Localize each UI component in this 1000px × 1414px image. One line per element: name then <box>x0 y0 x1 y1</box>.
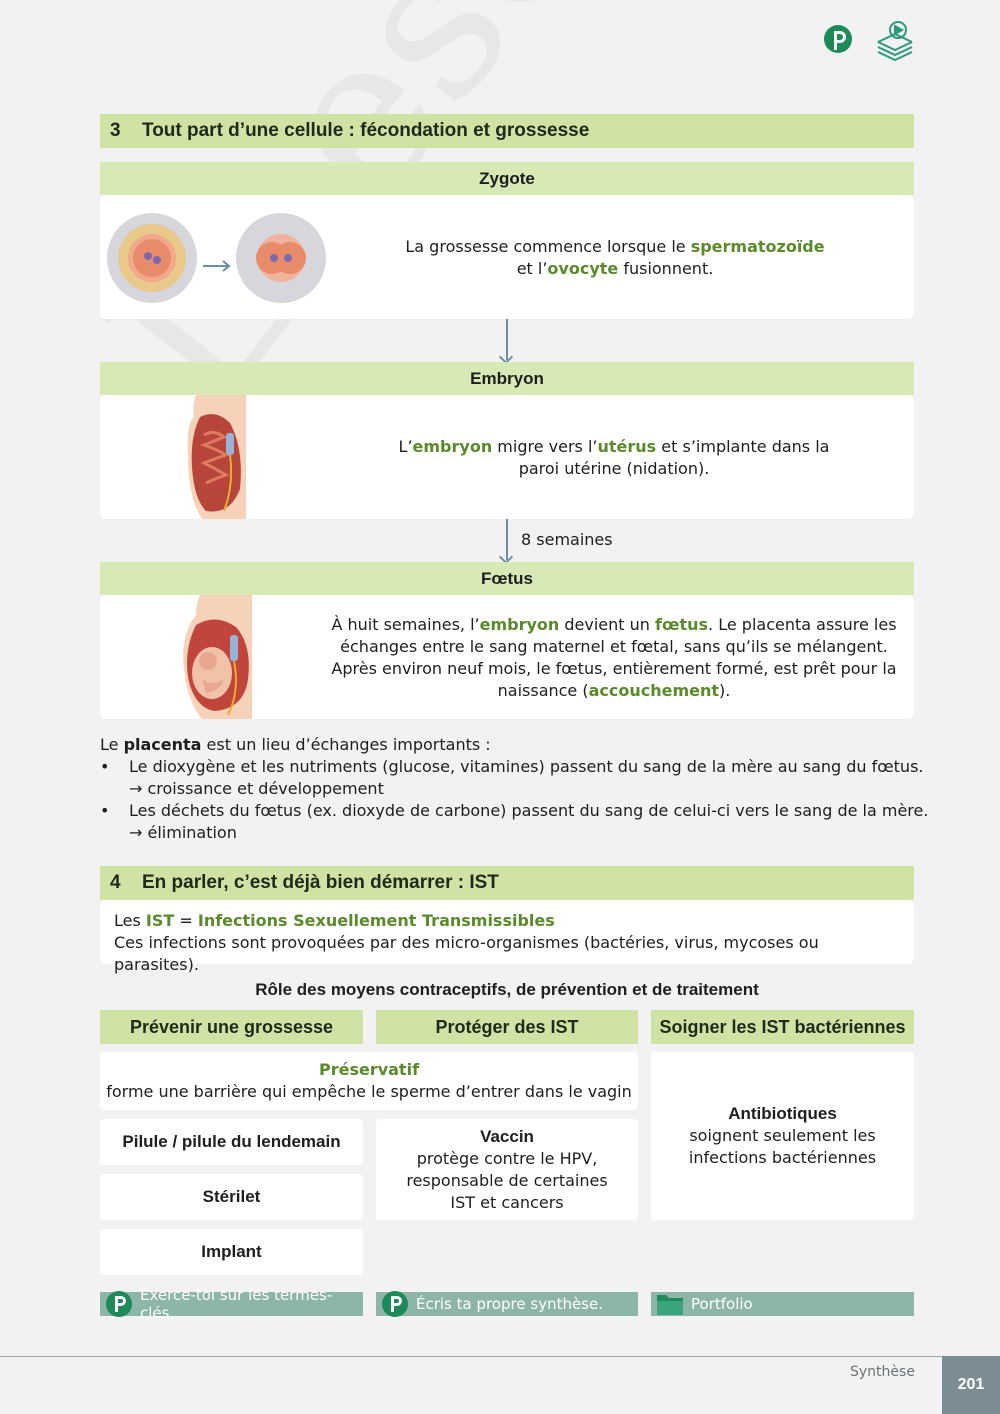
sterilet-label: Stérilet <box>202 1187 261 1206</box>
bullet-result: → élimination <box>129 823 237 842</box>
keyword-ist: IST <box>145 911 175 930</box>
keyword-embryon: embryon <box>412 437 493 456</box>
embryon-illustration <box>186 395 246 519</box>
link-label: Portfolio <box>691 1295 753 1313</box>
arrow-embryon-foetus <box>506 519 508 560</box>
footer-rule <box>0 1356 1000 1357</box>
section-title: En parler, c’est déjà bien démarrer : IST <box>142 872 499 893</box>
text-part: et s’implante dans la paroi utérine (nidation). <box>518 437 830 478</box>
keyword-placenta: placenta <box>123 735 202 754</box>
keyword-ovocyte: ovocyte <box>547 259 619 278</box>
foetus-text <box>330 614 898 702</box>
foetus-illustration <box>182 595 252 719</box>
ist-description: Ces infections sont provoquées par des micro-organismes (bactéries, virus, mycoses ou parasites). <box>114 933 819 974</box>
bullet-result: → croissance et développement <box>129 779 384 798</box>
folder-icon <box>655 1289 685 1319</box>
keyword-ist-full: Infections Sexuellement Transmissibles <box>197 911 555 930</box>
bullet-item <box>100 800 930 844</box>
duration-label: 8 semaines <box>521 530 613 549</box>
preservatif-title: Préservatif <box>318 1060 420 1079</box>
link-synthese[interactable] <box>376 1292 638 1316</box>
keyword-foetus: fœtus <box>655 615 709 634</box>
text-part: et l’ <box>516 259 548 278</box>
section-label: Synthèse <box>850 1364 915 1380</box>
arrow-zygote-embryon <box>506 319 508 360</box>
column-prevenir-grossesse: Prévenir une grossesse <box>100 1010 363 1044</box>
section-number: 4 <box>110 872 121 893</box>
placenta-bullets <box>100 756 930 844</box>
text-part: L’ <box>398 437 413 456</box>
column-proteger-ist: Protéger des IST <box>376 1010 638 1044</box>
keyword-embryon: embryon <box>479 615 560 634</box>
table-title: Rôle des moyens contraceptifs, de prévention et de traitement <box>255 980 759 999</box>
pelckmans-p-icon <box>380 1289 410 1319</box>
bullet-text: Le dioxygène et les nutriments (glucose, vitamines) passent du sang de la mère au sang du fœtus. <box>129 757 924 776</box>
antibiotiques-desc: soignent seulement les infections bactériennes <box>688 1126 877 1167</box>
foetus-heading: Fœtus <box>100 562 914 595</box>
card-vaccin <box>376 1119 638 1220</box>
column-soigner-ist: Soigner les IST bactériennes <box>651 1010 914 1044</box>
antibiotiques-title: Antibiotiques <box>728 1104 837 1123</box>
zygote-illustration <box>106 212 331 304</box>
section-4-header <box>100 866 914 900</box>
keyword-spermatozoide: spermatozoïde <box>690 237 825 256</box>
link-label: Écris ta propre synthèse. <box>416 1295 604 1313</box>
text-part: migre vers l’ <box>492 437 598 456</box>
card-implant <box>100 1229 363 1275</box>
link-portfolio[interactable] <box>651 1292 914 1316</box>
implant-label: Implant <box>201 1242 262 1261</box>
placenta-block <box>100 734 930 844</box>
text-part: Le <box>100 735 124 754</box>
section-number: 3 <box>110 120 121 141</box>
card-pilule <box>100 1119 363 1165</box>
text-part: = <box>174 911 198 930</box>
bullet-item <box>100 756 930 800</box>
pelckmans-p-icon <box>104 1289 134 1319</box>
pelckmans-logo-icon[interactable] <box>822 24 854 56</box>
card-sterilet <box>100 1174 363 1220</box>
vaccin-title: Vaccin <box>480 1126 534 1146</box>
card-preservatif <box>100 1052 638 1110</box>
link-label: Exerce-toi sur les termes-clés. <box>140 1286 333 1322</box>
pilule-label: Pilule / pilule du lendemain <box>122 1132 341 1151</box>
embryon-text <box>384 436 844 480</box>
section-3-header <box>100 114 914 148</box>
keyword-accouchement: accouchement <box>588 681 720 700</box>
placenta-intro <box>100 734 930 756</box>
ist-definition <box>114 910 900 932</box>
text-part: . Le placenta assure les échanges entre le sang maternel et fœtal, sans qu’ils se mélangent. Après environ neuf mois, le fœtus, entièrement formé, est prêt pour la naissance ( <box>331 615 897 700</box>
ist-box <box>100 900 914 974</box>
text-part: À huit semaines, l’ <box>331 615 480 634</box>
link-termes-cles[interactable] <box>100 1286 363 1322</box>
page-number: 201 <box>957 1376 985 1393</box>
text-part: fusionnent. <box>618 259 714 278</box>
zygote-text <box>400 236 830 280</box>
text-part: Les <box>114 911 146 930</box>
text-part: devient un <box>559 615 656 634</box>
section-title: Tout part d’une cellule : fécondation et grossesse <box>142 120 590 141</box>
vaccin-desc: protège contre le HPV, responsable de certaines IST et cancers <box>406 1148 608 1212</box>
bullet-text: Les déchets du fœtus (ex. dioxyde de carbone) passent du sang de celui-ci vers le sang de la mère. <box>129 801 929 820</box>
page-number-tab <box>942 1356 1000 1414</box>
preservatif-desc: forme une barrière qui empêche le sperme d’entrer dans le vagin <box>106 1082 632 1101</box>
card-antibiotiques <box>651 1052 914 1220</box>
zygote-heading: Zygote <box>100 162 914 195</box>
text-part: ). <box>719 681 731 700</box>
text-part: La grossesse commence lorsque le <box>405 237 691 256</box>
keyword-uterus: utérus <box>597 437 657 456</box>
text-part: est un lieu d’échanges importants : <box>201 735 491 754</box>
video-layers-icon[interactable] <box>874 20 916 62</box>
embryon-heading: Embryon <box>100 362 914 395</box>
